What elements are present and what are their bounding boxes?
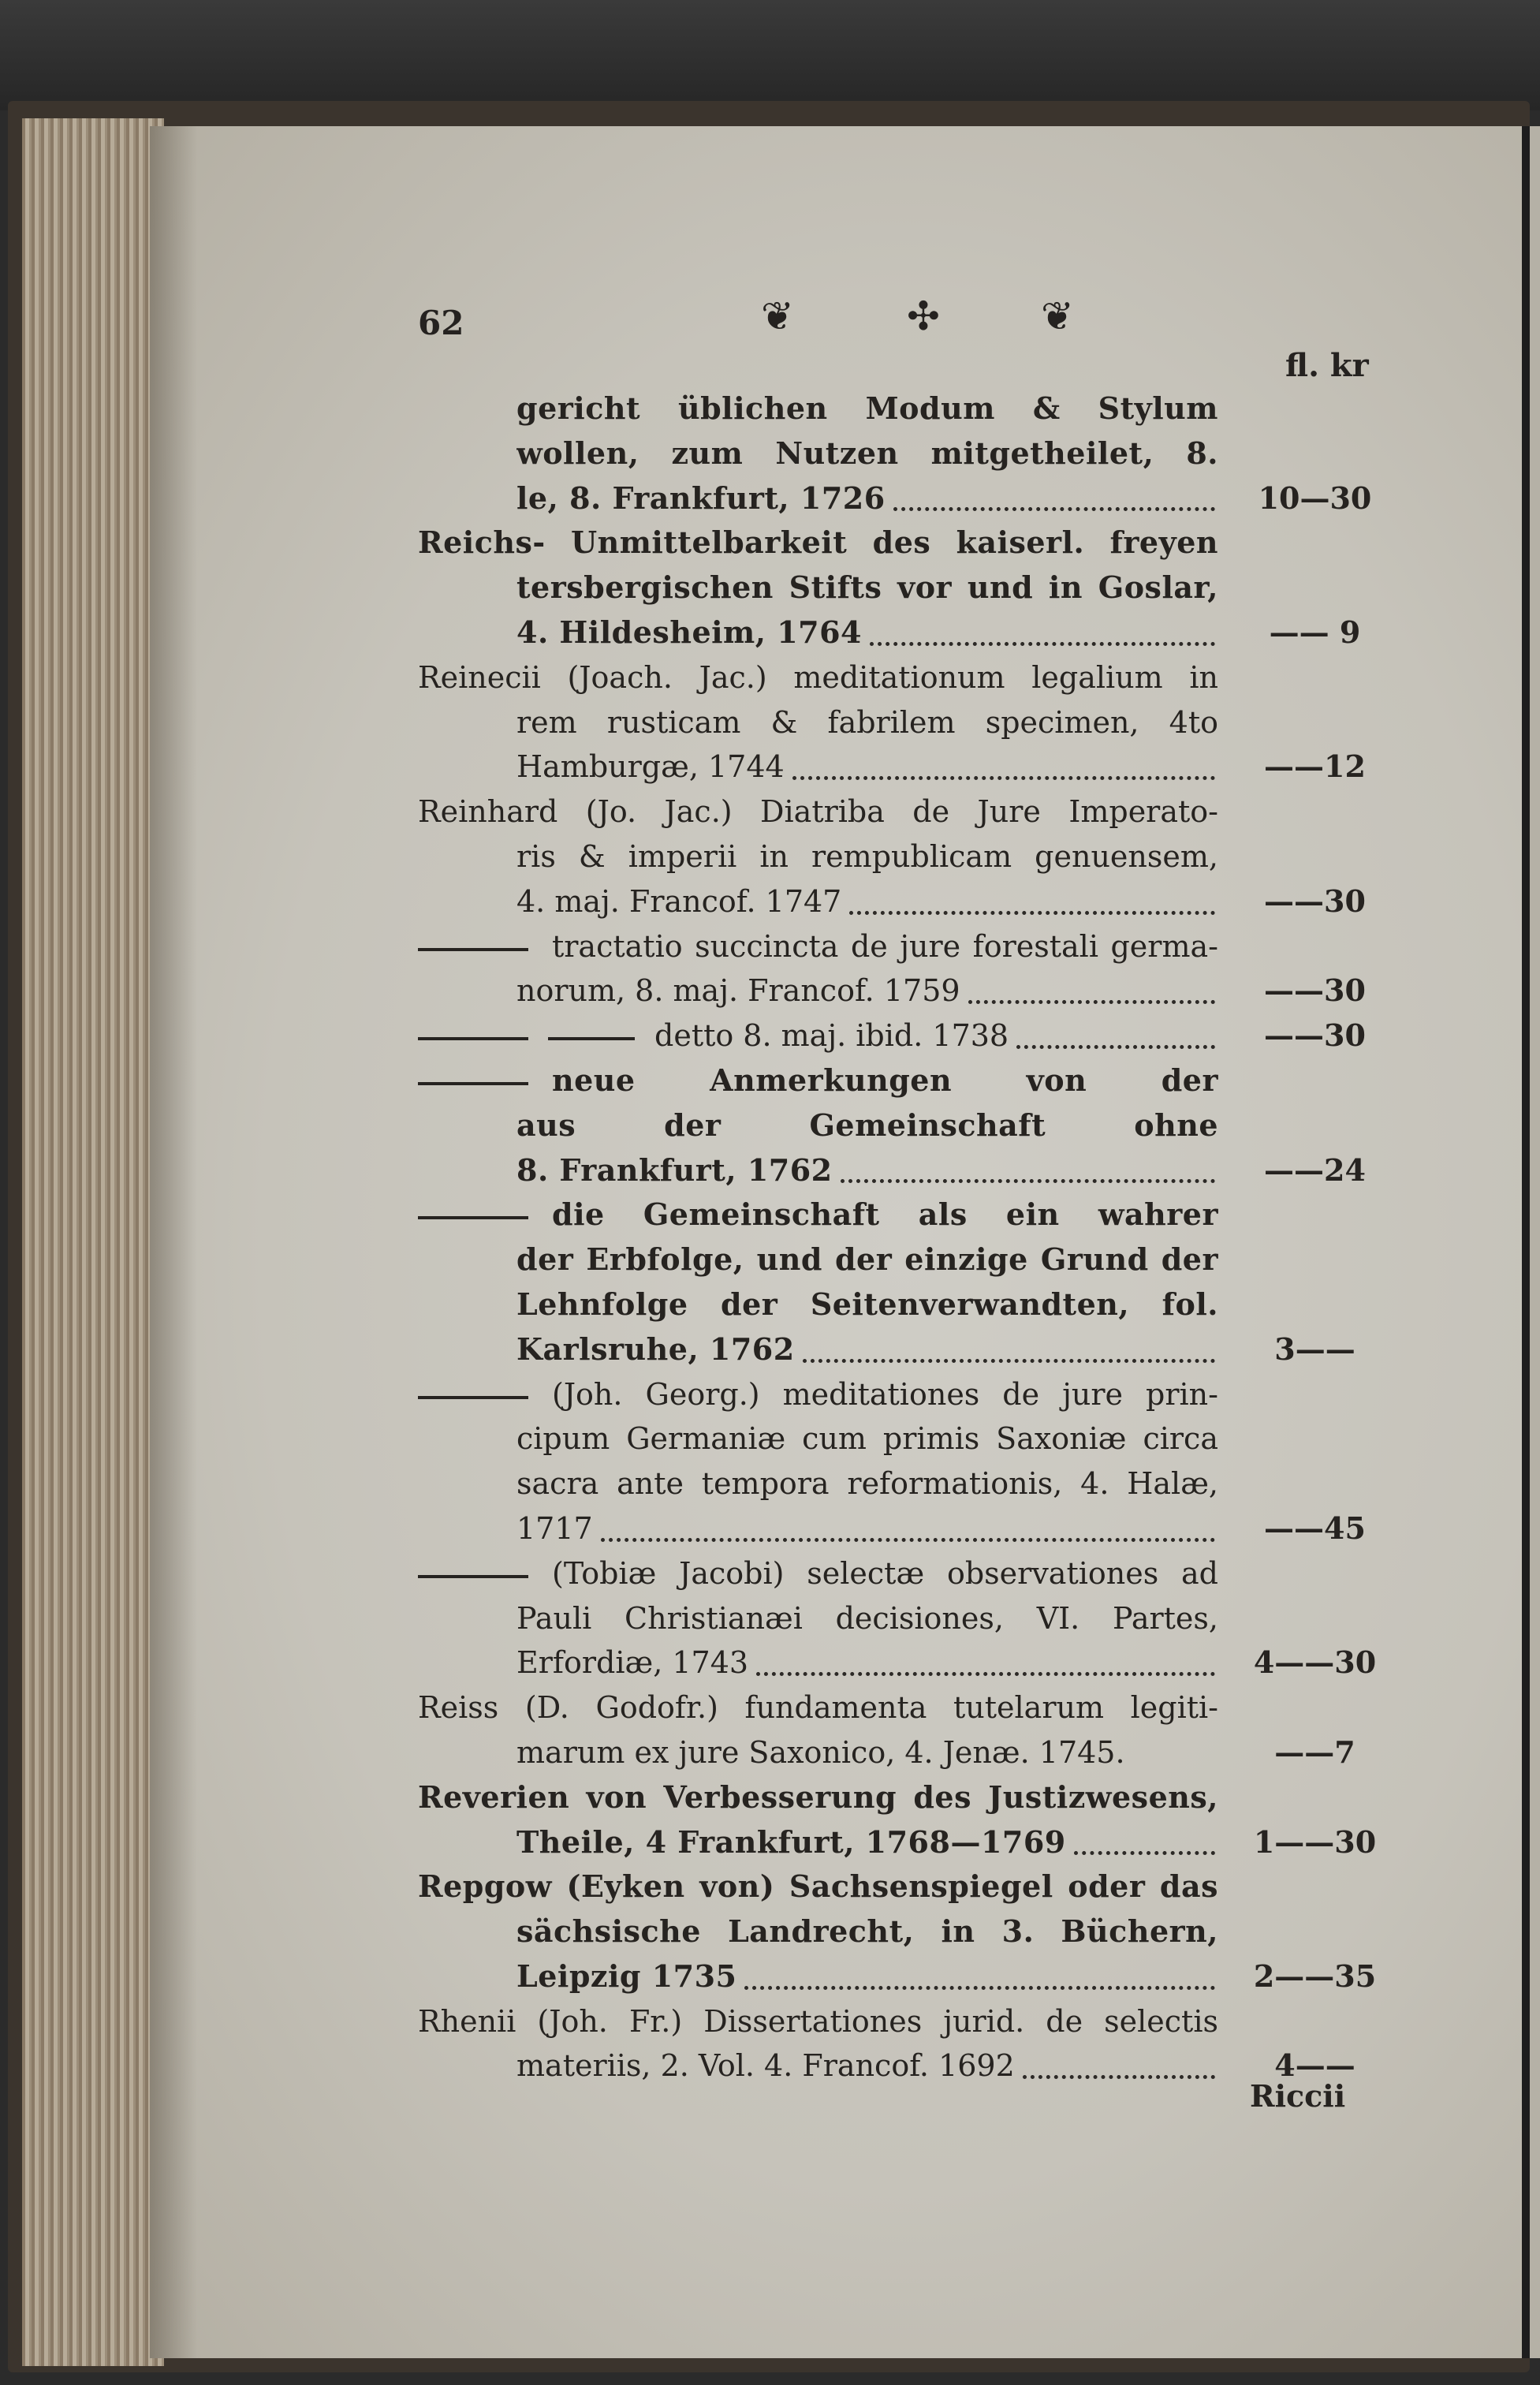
entry-text: Reverien von Verbesserung des Justizwesens,: [418, 1778, 1218, 1815]
ditto-dash: [418, 948, 528, 951]
entry-text: rem rusticam & fabrilem specimen, 4to: [516, 704, 1218, 740]
entry-text: 1717: [516, 1510, 593, 1546]
page-number: 62: [418, 304, 464, 342]
ditto-dash: [418, 1396, 528, 1399]
entry-text: marum ex jure Saxonico, 4. Jenæ. 1745.: [516, 1734, 1125, 1770]
catalog-line: [418, 1909, 1380, 1954]
page-gutter-shadow: [150, 126, 197, 2358]
price: 1——30: [1253, 1823, 1377, 1860]
catalog-line: [418, 610, 1380, 655]
entry-text: Rhenii (Joh. Fr.) Dissertationes jurid. de selectis: [418, 2003, 1218, 2039]
price: 3——: [1274, 1331, 1355, 1367]
ornament-center-icon: ✣: [907, 293, 940, 339]
entry-text: Erfordiæ, 1743: [516, 1645, 749, 1681]
catalog-line: [418, 1282, 1380, 1327]
entry-text: 8. Frankfurt, 1762: [516, 1151, 833, 1188]
entry-text: le, 8. Frankfurt, 1726: [516, 480, 886, 516]
catalog-line: [418, 1954, 1380, 1999]
entry-text: Repgow (Eyken von) Sachsenspiegel oder das: [418, 1868, 1218, 1905]
entry-text: sacra ante tempora reformationis, 4. Halæ,: [516, 1466, 1218, 1502]
ditto-dash: [418, 1082, 528, 1085]
entry-text: Lehnfolge der Seitenverwandten, fol.: [516, 1286, 1218, 1322]
catalog-line: [418, 1327, 1380, 1372]
catchword: Riccii: [1250, 2078, 1346, 2114]
catalog-line: [418, 1148, 1380, 1193]
catalog-line: [418, 834, 1380, 879]
ornament-left-icon: ❦: [761, 293, 794, 339]
catalog-line: [418, 1775, 1380, 1820]
dot-leader: [803, 1359, 1215, 1363]
catalog-line: [418, 1103, 1380, 1148]
catalog-line: [418, 1551, 1380, 1596]
facing-page-edge: [1530, 126, 1540, 2358]
entry-text: die Gemeinschaft als ein wahrer: [552, 1196, 1218, 1233]
spine-gap: [1522, 126, 1530, 2358]
page-edges: [22, 118, 164, 2366]
entry-text: gericht üblichen Modum & Stylum: [516, 390, 1218, 426]
entry-text: Karlsruhe, 1762: [516, 1331, 795, 1367]
column-header-currency: fl. kr: [1285, 347, 1369, 384]
entry-text: der Erbfolge, und der einzige Grund der: [516, 1241, 1218, 1278]
entry-text: Hamburgæ, 1744: [516, 749, 785, 785]
entry-text: neue Anmerkungen von der: [552, 1062, 1218, 1098]
entry-text: 4. maj. Francof. 1747: [516, 883, 842, 919]
dot-leader: [968, 1000, 1215, 1004]
entry-text: Pauli Christianæi decisiones, VI. Partes,: [516, 1600, 1218, 1636]
dot-leader: [1016, 1045, 1215, 1049]
catalog-line: [418, 1730, 1380, 1775]
entry-text: (Tobiæ Jacobi) selectæ observationes ad: [552, 1555, 1218, 1591]
dot-leader: [1074, 1851, 1215, 1855]
entry-text: Reichs- Unmittelbarkeit des kaiserl. freyen: [418, 524, 1218, 561]
entry-text: cipum Germaniæ cum primis Saxoniæ circa: [516, 1421, 1218, 1457]
entry-text: tersbergischen Stifts vor und in Goslar,: [516, 569, 1218, 606]
dot-leader: [744, 1986, 1215, 1990]
dot-leader: [792, 776, 1215, 780]
entry-text: materiis, 2. Vol. 4. Francof. 1692: [516, 2048, 1015, 2084]
entry-text: ris & imperii in rempublicam genuensem,: [516, 838, 1218, 874]
dot-leader: [756, 1672, 1215, 1676]
entry-text: Reiss (D. Godofr.) fundamenta tutelarum legiti-: [418, 1690, 1218, 1726]
catalog-line: [418, 700, 1380, 745]
catalog-line: [418, 2043, 1380, 2088]
price: 2——35: [1253, 1958, 1377, 1994]
catalog-line: [418, 1192, 1380, 1237]
dot-leader: [601, 1538, 1215, 1542]
ditto-dash: [418, 1216, 528, 1219]
ditto-dash: [548, 1037, 635, 1040]
entry-text: aus der Gemeinschaft ohne: [516, 1107, 1218, 1143]
background: [0, 0, 1540, 110]
catalog-line: [418, 745, 1380, 789]
catalog-line: [418, 1506, 1380, 1551]
ditto-dash: [418, 1575, 528, 1578]
entry-text: (Joh. Georg.) meditationes de jure prin-: [552, 1376, 1218, 1412]
dot-leader: [849, 911, 1215, 915]
catalog-line: [418, 1685, 1380, 1730]
catalog-line: [418, 1820, 1380, 1865]
catalog-line: [418, 386, 1380, 431]
catalog-line: [418, 431, 1380, 476]
dot-leader: [870, 642, 1215, 646]
entry-text: norum, 8. maj. Francof. 1759: [516, 973, 960, 1009]
price: 4——: [1274, 2047, 1355, 2084]
entry-text: Leipzig 1735: [516, 1958, 737, 1994]
catalog-line: [418, 924, 1380, 969]
catalog-line: [418, 1013, 1380, 1058]
price: 4——30: [1253, 1644, 1377, 1681]
catalog-line: [418, 1596, 1380, 1641]
entry-text: detto 8. maj. ibid. 1738: [654, 1018, 1009, 1054]
catalog-line: [418, 1372, 1380, 1417]
catalog-line: [418, 1461, 1380, 1506]
entry-text: Reinecii (Joach. Jac.) meditationum legalium in: [418, 659, 1218, 695]
price: ——30: [1264, 972, 1366, 1009]
catalog-line: [418, 969, 1380, 1013]
ornament-right-icon: ❦: [1041, 293, 1074, 339]
catalog-line: [418, 1999, 1380, 2044]
entry-text: tractatio succincta de jure forestali germa-: [552, 928, 1218, 964]
entry-text: sächsische Landrecht, in 3. Büchern,: [516, 1913, 1218, 1950]
entry-text: Theile, 4 Frankfurt, 1768—1769: [516, 1823, 1066, 1860]
price: ——30: [1264, 1017, 1366, 1054]
catalog-line: [418, 789, 1380, 834]
catalog-line: [418, 1237, 1380, 1282]
dot-leader: [1023, 2075, 1215, 2079]
price: ——24: [1264, 1151, 1366, 1188]
entry-text: 4. Hildesheim, 1764: [516, 614, 862, 650]
catalog-line: [418, 476, 1380, 521]
catalog-line: [418, 1416, 1380, 1461]
entry-text: Reinhard (Jo. Jac.) Diatriba de Jure Imperato-: [418, 794, 1218, 830]
price: ——45: [1264, 1510, 1366, 1546]
price: —— 9: [1269, 614, 1361, 650]
dot-leader: [893, 507, 1215, 511]
entry-text: wollen, zum Nutzen mitgetheilet, 8.: [516, 435, 1218, 471]
dot-leader: [841, 1179, 1215, 1183]
catalog-entries: [418, 386, 1380, 2088]
catalog-line: [418, 521, 1380, 565]
catalog-line: [418, 565, 1380, 610]
catalog-line: [418, 1640, 1380, 1685]
catalog-line: [418, 1058, 1380, 1103]
catalog-line: [418, 1864, 1380, 1909]
price: 10—30: [1258, 480, 1372, 516]
ditto-dash: [418, 1037, 528, 1040]
price: ——30: [1264, 883, 1366, 919]
price: ——12: [1264, 748, 1366, 785]
catalog-line: [418, 879, 1380, 924]
price: ——7: [1274, 1734, 1355, 1770]
catalog-line: [418, 655, 1380, 700]
